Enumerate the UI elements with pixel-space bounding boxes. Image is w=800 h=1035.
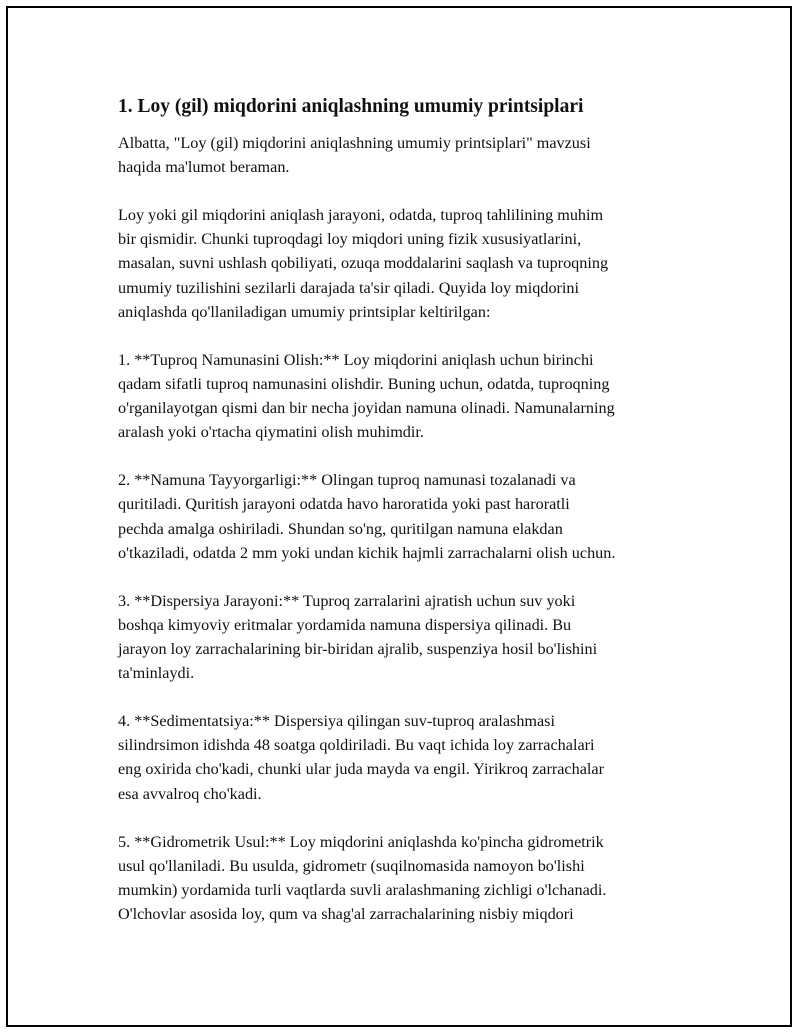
- document-title: 1. Loy (gil) miqdorini aniqlashning umumiy printsiplari: [118, 96, 584, 117]
- text-line: eng oxirida cho'kadi, chunki ular juda mayda va engil. Yirikroq zarrachalar: [118, 760, 604, 779]
- text-line: aralash yoki o'rtacha qiymatini olish muhimdir.: [118, 423, 424, 442]
- paragraph: [118, 131, 698, 179]
- text-line: silindrsimon idishda 48 soatga qoldiriladi. Bu vaqt ichida loy zarrachalari: [118, 736, 595, 755]
- text-line: 4. **Sedimentatsiya:** Dispersiya qilingan suv-tuproq aralashmasi: [118, 712, 555, 731]
- text-line: 5. **Gidrometrik Usul:** Loy miqdorini aniqlashda ko'pincha gidrometrik: [118, 832, 604, 851]
- text-line: jarayon loy zarrachalarining bir-biridan ajralib, suspenziya hosil bo'lishini: [118, 639, 598, 658]
- text-line: o'rganilayotgan qismi dan bir necha joyidan namuna olinadi. Namunalarning: [118, 399, 615, 418]
- paragraph: [118, 348, 698, 444]
- text-line: esa avvalroq cho'kadi.: [118, 784, 262, 803]
- paragraph: [118, 468, 698, 564]
- text-line: pechda amalga oshiriladi. Shundan so'ng, quritilgan namuna elakdan: [118, 519, 563, 538]
- paragraph: [118, 709, 698, 805]
- document-body: [118, 94, 698, 950]
- text-line: 1. **Tuproq Namunasini Olish:** Loy miqdorini aniqlash uchun birinchi: [118, 350, 594, 369]
- text-line: quritiladi. Quritish jarayoni odatda havo haroratida yoki past haroratli: [118, 495, 570, 514]
- text-line: 3. **Dispersiya Jarayoni:** Tuproq zarralarini ajratish uchun suv yoki: [118, 591, 576, 610]
- text-line: masalan, suvni ushlash qobiliyati, ozuqa moddalarini saqlash va tuproqning: [118, 254, 609, 273]
- text-line: usul qo'llaniladi. Bu usulda, gidrometr (suqilnomasida namoyon bo'lishi: [118, 856, 585, 875]
- paragraph-list: [118, 131, 698, 926]
- paragraph: [118, 203, 698, 323]
- text-line: qadam sifatli tuproq namunasini olishdir. Buning uchun, odatda, tuproqning: [118, 374, 610, 393]
- text-line: bir qismidir. Chunki tuproqdagi loy miqdori uning fizik xususiyatlarini,: [118, 230, 582, 249]
- paragraph: [118, 589, 698, 685]
- text-line: 2. **Namuna Tayyorgarligi:** Olingan tuproq namunasi tozalanadi va: [118, 471, 576, 490]
- text-line: ta'minlaydi.: [118, 664, 195, 683]
- text-line: Albatta, "Loy (gil) miqdorini aniqlashning umumiy printsiplari" mavzusi: [118, 134, 591, 152]
- text-line: haqida ma'lumot beraman.: [118, 158, 290, 177]
- text-line: Loy yoki gil miqdorini aniqlash jarayoni, odatda, tuproq tahlilining muhim: [118, 206, 604, 225]
- text-line: boshqa kimyoviy eritmalar yordamida namuna dispersiya qilinadi. Bu: [118, 615, 572, 634]
- paragraph: [118, 830, 698, 926]
- text-line: O'lchovlar asosida loy, qum va shag'al zarrachalarining nisbiy miqdori: [118, 905, 574, 923]
- text-line: aniqlashda qo'llaniladigan umumiy printsiplar keltirilgan:: [118, 302, 491, 321]
- text-line: o'tkaziladi, odatda 2 mm yoki undan kichik hajmli zarrachalarni olish uchun.: [118, 543, 616, 562]
- text-line: umumiy tuzilishini sezilarli darajada ta'sir qiladi. Quyida loy miqdorini: [118, 278, 580, 297]
- text-line: mumkin) yordamida turli vaqtlarda suvli aralashmaning zichligi o'lchanadi.: [118, 880, 607, 899]
